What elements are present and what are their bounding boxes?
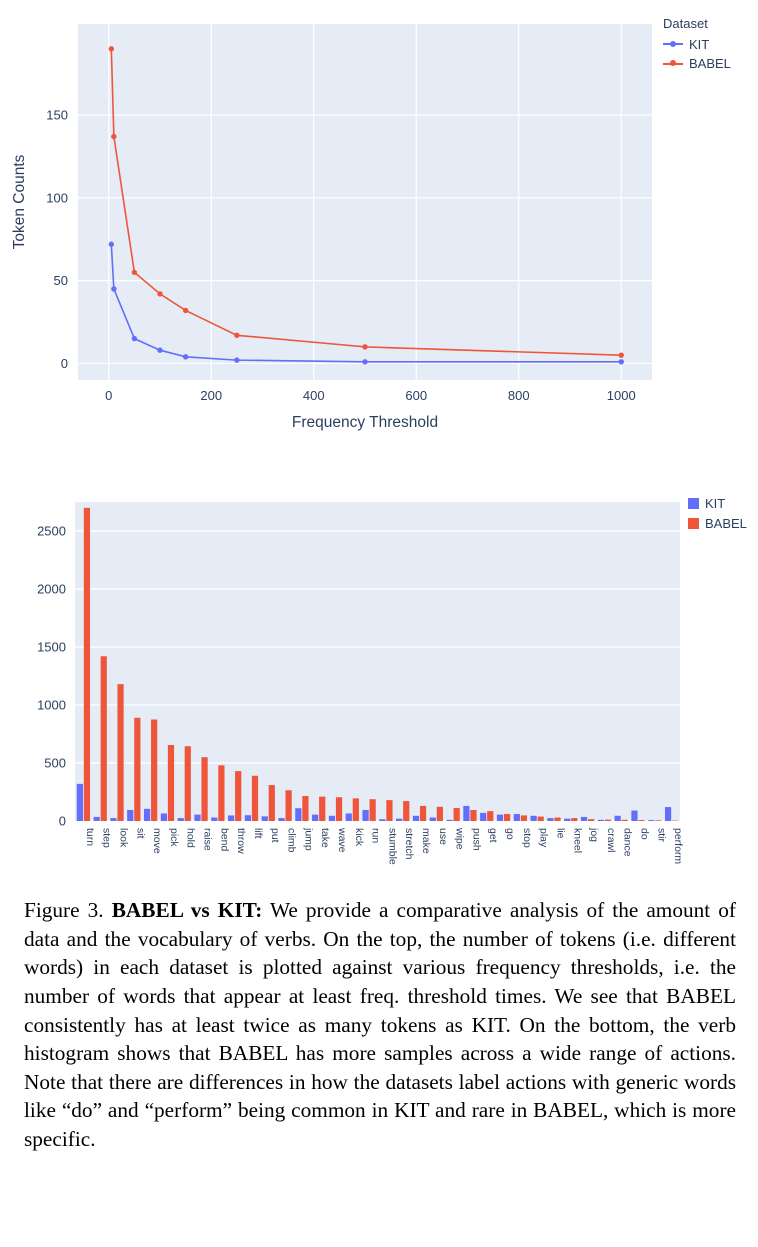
svg-text:100: 100 <box>46 190 68 206</box>
svg-text:150: 150 <box>46 107 68 123</box>
babel-swatch-icon <box>688 518 699 529</box>
figure-caption <box>24 896 736 1154</box>
bar-chart-svg <box>0 488 758 890</box>
svg-text:800: 800 <box>507 388 530 403</box>
svg-text:lift: lift <box>251 828 264 839</box>
svg-text:climb: climb <box>285 828 298 853</box>
verb-histogram-bar-chart <box>0 488 758 890</box>
svg-text:0: 0 <box>58 813 66 829</box>
svg-text:play: play <box>537 828 550 848</box>
svg-text:stir: stir <box>655 828 668 842</box>
babel-line-marker-icon <box>663 63 683 65</box>
line-chart-svg <box>0 8 758 450</box>
caption-figure-number: Figure 3. <box>24 898 104 922</box>
svg-text:stop: stop <box>520 828 533 848</box>
caption-title: BABEL vs KIT: <box>111 898 263 922</box>
svg-text:lie: lie <box>554 828 567 839</box>
legend-item-babel <box>688 516 747 532</box>
svg-text:dance: dance <box>621 828 634 857</box>
svg-text:jog: jog <box>588 828 601 843</box>
svg-text:perform: perform <box>672 828 685 865</box>
svg-text:0: 0 <box>105 388 113 403</box>
svg-text:2500: 2500 <box>37 523 66 539</box>
svg-text:Token Counts: Token Counts <box>11 154 28 250</box>
svg-text:wipe: wipe <box>453 828 466 850</box>
svg-text:kick: kick <box>352 828 365 847</box>
svg-text:2000: 2000 <box>37 581 66 597</box>
legend-title: Dataset <box>663 16 708 31</box>
svg-text:1500: 1500 <box>37 639 66 655</box>
svg-text:get: get <box>487 828 500 843</box>
svg-text:kneel: kneel <box>571 828 584 854</box>
line-chart-legend <box>663 16 731 76</box>
svg-text:turn: turn <box>83 828 96 847</box>
svg-text:200: 200 <box>200 388 223 403</box>
svg-text:look: look <box>117 828 130 848</box>
svg-text:run: run <box>369 828 382 844</box>
svg-text:1000: 1000 <box>606 388 636 403</box>
kit-swatch-icon <box>688 498 699 509</box>
svg-text:do: do <box>638 828 651 840</box>
svg-text:make: make <box>420 828 433 854</box>
svg-text:throw: throw <box>235 828 248 854</box>
svg-text:use: use <box>436 828 449 845</box>
svg-text:1000: 1000 <box>37 697 66 713</box>
svg-text:bend: bend <box>218 828 231 852</box>
token-counts-line-chart <box>0 8 758 450</box>
svg-text:sit: sit <box>134 828 147 839</box>
legend-label-babel: BABEL <box>705 515 747 531</box>
svg-text:put: put <box>268 828 281 843</box>
legend-label-kit: KIT <box>689 36 710 52</box>
svg-text:50: 50 <box>53 273 68 289</box>
svg-text:500: 500 <box>44 755 66 771</box>
svg-text:jump: jump <box>302 828 315 851</box>
svg-text:push: push <box>470 828 483 851</box>
legend-item-kit <box>688 496 747 512</box>
caption-body: We provide a comparative analysis of the amount of data and the vocabulary of verbs. On the top, the number of tokens (i.e. different words) in each dataset is plotted against various frequency thresholds, i.e. the number of words that appear at least freq. threshold times. We see that BABEL consistently has at least twice as many tokens as KIT. On the bottom, the verb histogram shows that BABEL has more samples across a wide range of actions. Note that there are differences in how the datasets label actions with generic words like “do” and “perform” being common in KIT and rare in BABEL, which is more specific. <box>24 898 737 1152</box>
svg-text:0: 0 <box>60 355 68 371</box>
svg-text:move: move <box>151 828 164 854</box>
svg-text:wave: wave <box>335 828 348 853</box>
svg-text:step: step <box>100 828 113 848</box>
legend-item-kit <box>663 37 731 53</box>
svg-text:pick: pick <box>167 828 180 847</box>
legend-label-babel: BABEL <box>689 56 731 72</box>
svg-text:go: go <box>504 828 517 840</box>
svg-text:hold: hold <box>184 828 197 848</box>
svg-text:take: take <box>319 828 332 848</box>
legend-label-kit: KIT <box>705 496 726 511</box>
svg-text:raise: raise <box>201 828 214 851</box>
svg-text:400: 400 <box>302 388 325 403</box>
svg-text:600: 600 <box>405 388 428 403</box>
bar-chart-legend <box>688 492 747 535</box>
svg-text:stretch: stretch <box>403 828 416 860</box>
svg-text:crawl: crawl <box>604 828 617 853</box>
svg-text:Frequency Threshold: Frequency Threshold <box>291 414 439 431</box>
legend-item-babel <box>663 56 731 72</box>
svg-text:stumble: stumble <box>386 828 399 865</box>
kit-line-marker-icon <box>663 43 683 45</box>
